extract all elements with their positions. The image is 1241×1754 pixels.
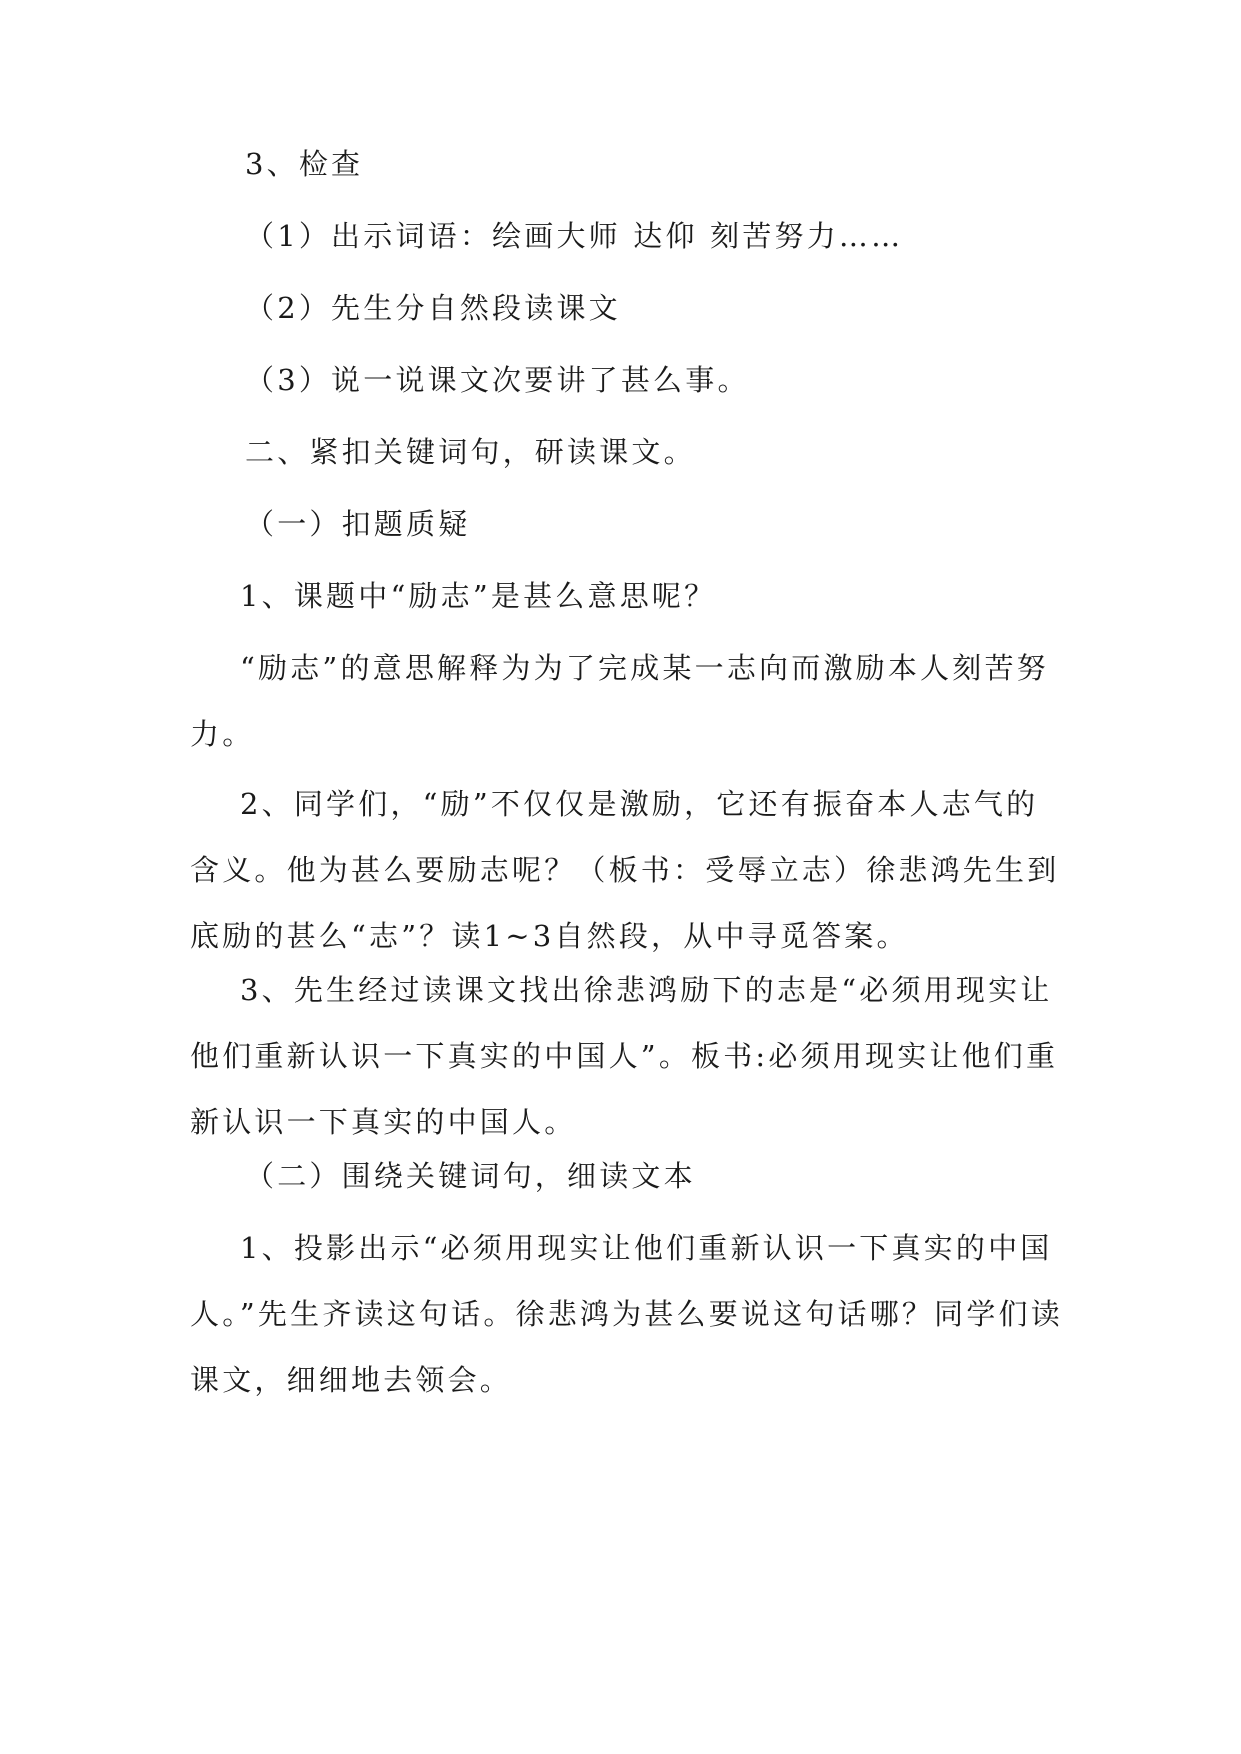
subsection-heading-one: （一）扣题质疑 [245, 507, 471, 541]
paragraph-meaning-explanation: “励志”的意思解释为为了完成某一志向而激励本人刻苦努力。 [190, 651, 1049, 751]
section-heading-two: 二、紧扣关键词句，研读课文。 [245, 435, 696, 469]
paragraph-main-idea: （3）说一说课文次要讲了甚么事。 [245, 363, 750, 397]
paragraph-resolution: 3、先生经过读课文找出徐悲鸿励下的志是“必须用现实让他们重新认识一下真实的中国人”。板书:必须用现实让他们重新认识一下真实的中国人。 [190, 973, 1059, 1139]
paragraph-read-by-section: （2）先生分自然段读课文 [245, 291, 621, 325]
paragraph-encouragement: 2、同学们，“励”不仅仅是激励，它还有振奋本人志气的含义。他为甚么要励志呢？（板书：受辱立志）徐悲鸿先生到底励的甚么“志”？读1~3自然段，从中寻觅答案。 [190, 787, 1060, 953]
paragraph-question-meaning: 1、课题中“励志”是甚么意思呢？ [240, 579, 717, 613]
subsection-heading-two: （二）围绕关键词句，细读文本 [245, 1159, 696, 1193]
paragraph-projection: 1、投影出示“必须用现实让他们重新认识一下真实的中国人。”先生齐读这句话。徐悲鸿为甚么要说这句话哪？同学们读课文，细细地去领会。 [190, 1231, 1063, 1397]
paragraph-show-words: （1）出示词语：绘画大师 达仰 刻苦努力…… [245, 219, 904, 253]
paragraph-check: 3、检查 [245, 147, 364, 181]
